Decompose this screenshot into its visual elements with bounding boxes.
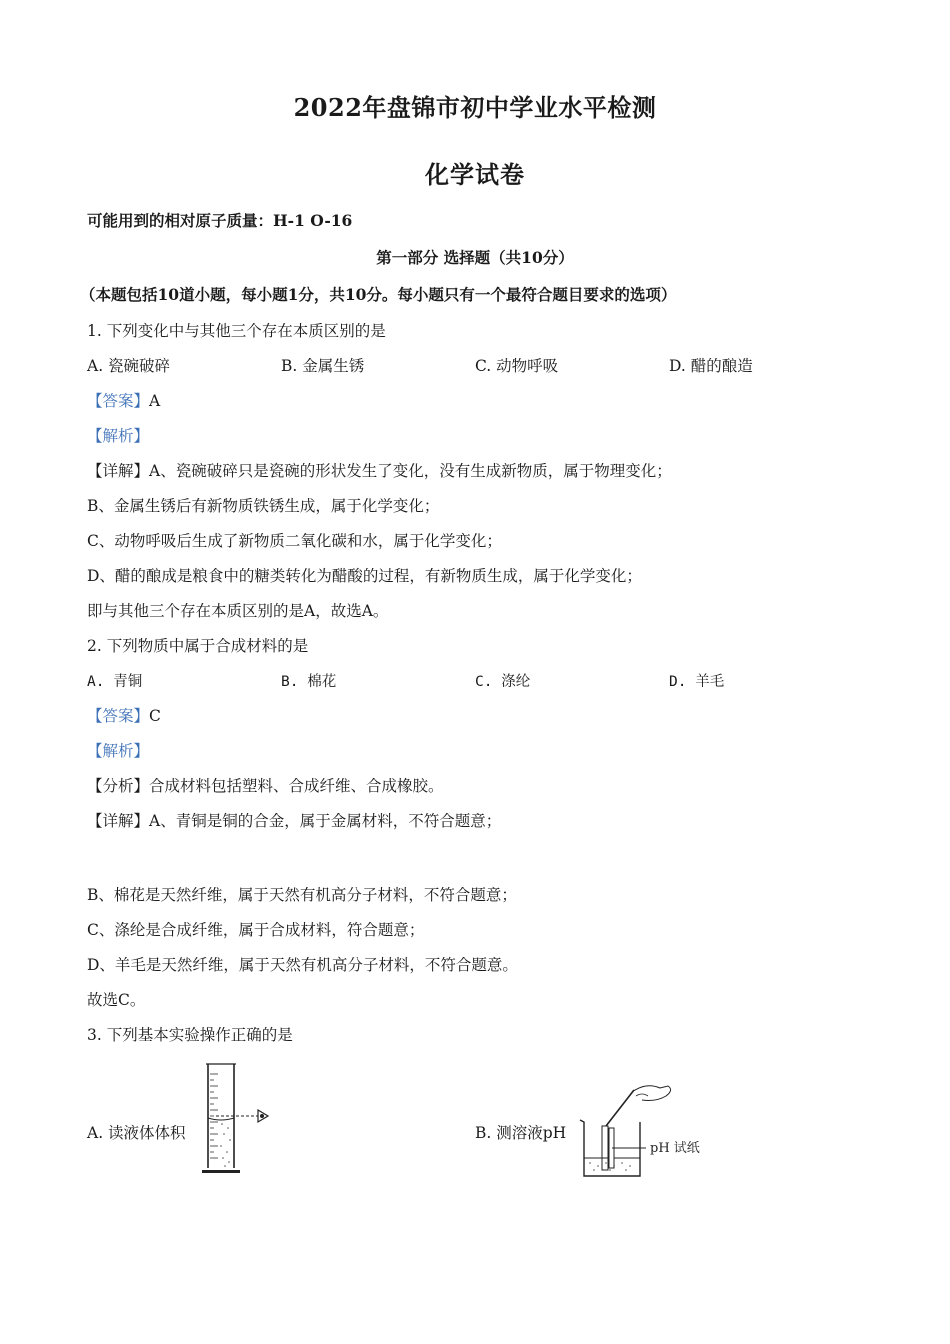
q1-answer-value: A xyxy=(149,392,161,410)
q3-stem: 3. 下列基本实验操作正确的是 xyxy=(87,1026,293,1044)
q2-detail-c: C、涤纶是合成纤维，属于合成材料，符合题意； xyxy=(87,921,425,939)
q2-analysis-tag: 【解析】 xyxy=(87,742,150,760)
atomic-mass-note: 可能用到的相对原子质量：H-1 O-16 xyxy=(87,211,353,230)
q2-conclusion: 故选C。 xyxy=(87,991,146,1009)
q2-detail-b: B、棉花是天然纤维，属于天然有机高分子材料，不符合题意； xyxy=(87,886,517,904)
q2-option-a: A. 青铜 xyxy=(87,674,143,690)
exam-subtitle: 化学试卷 xyxy=(425,160,525,189)
q1-detail-c: C、动物呼吸后生成了新物质二氧化碳和水，属于化学变化； xyxy=(87,532,502,550)
ph-test-figure xyxy=(576,1078,716,1180)
answer-tag: 【答案】 xyxy=(87,392,150,410)
exam-title: 2022年盘锦市初中学业水平检测 xyxy=(293,93,657,122)
q1-detail-b: B、金属生锈后有新物质铁锈生成，属于化学变化； xyxy=(87,497,440,515)
q3-option-a: A. 读液体体积 xyxy=(87,1124,186,1142)
q3-option-b: B. 测溶液pH xyxy=(475,1124,567,1142)
q2-option-b: B. 棉花 xyxy=(281,674,337,690)
q2-answer-value: C xyxy=(149,707,161,725)
graduated-cylinder-figure xyxy=(196,1060,280,1174)
q1-answer xyxy=(87,390,160,412)
part-instruction: （本题包括10道小题，每小题1分，共10分。每小题只有一个最符合题目要求的选项） xyxy=(80,285,677,304)
part-heading: 第一部分 选择题（共10分） xyxy=(376,248,574,267)
q2-option-c: C. 涤纶 xyxy=(475,674,531,690)
q1-option-b: B. 金属生锈 xyxy=(281,357,365,375)
q1-option-c: C. 动物呼吸 xyxy=(475,357,559,375)
q2-detail-d: D、羊毛是天然纤维，属于天然有机高分子材料，不符合题意。 xyxy=(87,956,518,974)
q2-fenxi: 【分析】合成材料包括塑料、合成纤维、合成橡胶。 xyxy=(87,777,444,795)
q2-stem: 2. 下列物质中属于合成材料的是 xyxy=(87,637,309,655)
q2-answer xyxy=(87,705,161,727)
q1-analysis-tag: 【解析】 xyxy=(87,427,150,445)
q1-stem: 1. 下列变化中与其他三个存在本质区别的是 xyxy=(87,322,386,340)
q1-option-a: A. 瓷碗破碎 xyxy=(87,357,171,375)
q2-option-d: D. 羊毛 xyxy=(669,674,725,690)
q1-conclusion: 即与其他三个存在本质区别的是A，故选A。 xyxy=(87,602,389,620)
q1-detail-d: D、醋的酿成是粮食中的糖类转化为醋酸的过程，有新物质生成，属于化学变化； xyxy=(87,567,642,585)
q1-detail: 【详解】A、瓷碗破碎只是瓷碗的形状发生了变化，没有生成新物质，属于物理变化； xyxy=(87,462,672,480)
ph-paper-label: pH 试纸 xyxy=(650,1141,700,1156)
answer-tag: 【答案】 xyxy=(87,707,150,725)
q2-detail: 【详解】A、青铜是铜的合金，属于金属材料，不符合题意； xyxy=(87,812,502,830)
q1-option-d: D. 醋的酿造 xyxy=(669,357,753,375)
